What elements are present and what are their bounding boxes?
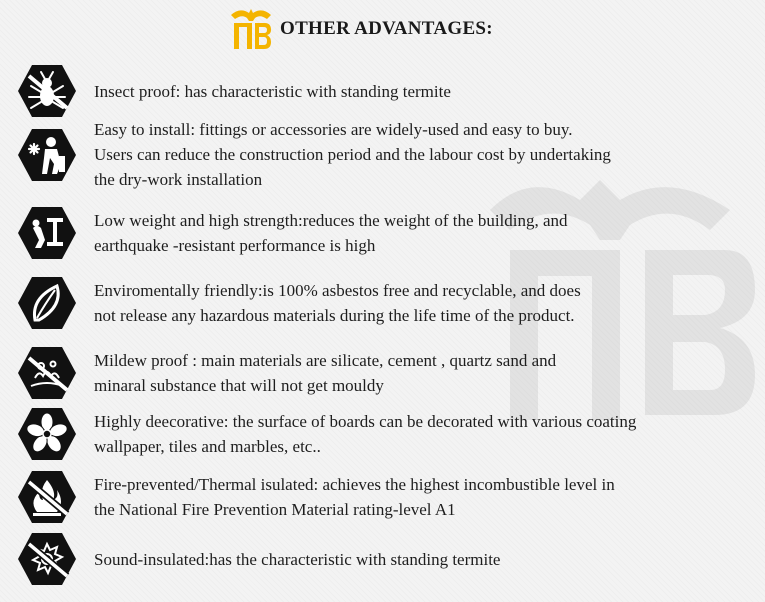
brand-logo-icon — [228, 6, 274, 52]
feature-line: earthquake -resistant performance is high — [94, 236, 376, 255]
feature-text — [94, 278, 581, 328]
feature-text — [94, 208, 568, 258]
feature-insect-proof — [17, 64, 757, 118]
feature-line: Users can reduce the construction period and the labour cost by undertaking — [94, 145, 611, 164]
feature-line: Sound-insulated:has the characteristic with standing termite — [94, 549, 501, 569]
feature-text — [94, 472, 615, 522]
no-fire-icon — [17, 470, 77, 524]
flower-icon — [17, 407, 77, 461]
feature-line: wallpaper, tiles and marbles, etc.. — [94, 437, 321, 456]
feature-text — [94, 117, 611, 192]
feature-low-weight — [17, 206, 757, 260]
feature-line: not release any hazardous materials during the life time of the product. — [94, 306, 575, 325]
no-insect-icon — [17, 64, 77, 118]
feature-line: Easy to install: fittings or accessories are widely-used and easy to buy. — [94, 120, 573, 139]
no-mildew-icon — [17, 346, 77, 400]
feature-mildew-proof — [17, 346, 757, 400]
feature-line: the dry-work installation — [94, 170, 263, 189]
feature-text — [94, 79, 451, 104]
feature-line: Fire-prevented/Thermal isulated: achieves the highest incombustible level in — [94, 475, 615, 494]
feature-eco-friendly — [17, 276, 757, 330]
feature-sound-insulated — [17, 532, 757, 586]
section-header — [228, 6, 493, 52]
feature-text — [94, 409, 636, 459]
feature-easy-install — [17, 117, 757, 192]
feature-line: Insect proof: has characteristic with standing termite — [94, 81, 451, 101]
feature-text — [94, 547, 500, 572]
page-title: OTHER ADVANTAGES: — [280, 18, 493, 39]
feature-line: Mildew proof : main materials are silicate, cement , quartz sand and — [94, 351, 557, 370]
feature-text — [94, 348, 556, 398]
feature-fire-prevented — [17, 470, 757, 524]
feature-line: the National Fire Prevention Material rating-level A1 — [94, 500, 456, 519]
feature-decorative — [17, 407, 757, 461]
leaf-icon — [17, 276, 77, 330]
feature-line: Enviromentally friendly:is 100% asbestos free and recyclable, and does — [94, 281, 581, 300]
no-sound-icon — [17, 532, 77, 586]
feature-line: minaral substance that will not get mouldy — [94, 376, 384, 395]
feature-line: Highly deecorative: the surface of boards can be decorated with various coating — [94, 412, 637, 431]
installer-worker-icon — [17, 128, 77, 182]
feature-line: Low weight and high strength:reduces the weight of the building, and — [94, 211, 568, 230]
strength-beam-icon — [17, 206, 77, 260]
